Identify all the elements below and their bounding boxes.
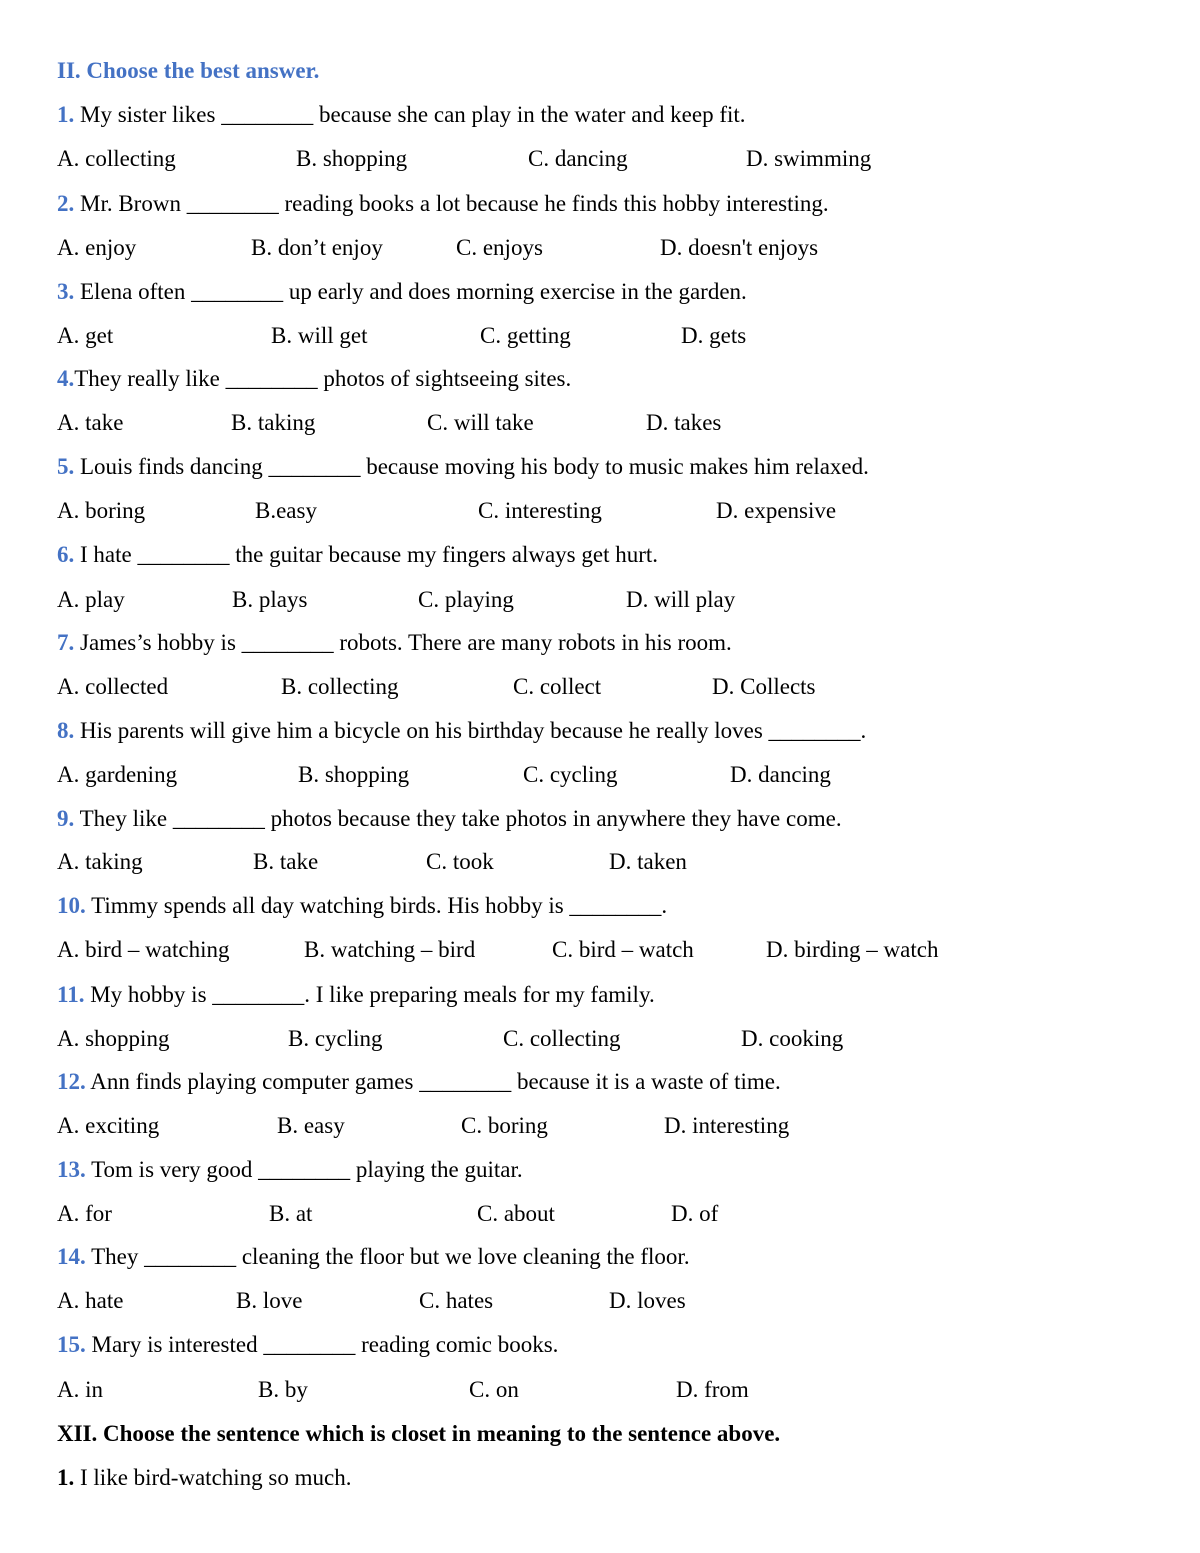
option-d[interactable]: D. takes: [646, 410, 722, 435]
option-c[interactable]: C. enjoys: [456, 235, 543, 260]
option-b[interactable]: B. by: [258, 1377, 308, 1402]
option-a[interactable]: A. for: [57, 1201, 112, 1226]
question-text: They like ________ photos because they take photos in anywhere they have come.: [79, 806, 842, 831]
option-b[interactable]: B. will get: [271, 323, 368, 348]
option-a[interactable]: A. collecting: [57, 146, 176, 171]
option-a[interactable]: A. exciting: [57, 1113, 160, 1138]
question-number: 4.: [57, 366, 75, 391]
option-d[interactable]: D. from: [676, 1377, 749, 1402]
option-b[interactable]: B. at: [269, 1201, 313, 1226]
option-c[interactable]: C. on: [469, 1377, 519, 1402]
option-c[interactable]: C. collecting: [503, 1026, 621, 1051]
question-number: 6.: [57, 542, 75, 567]
option-a[interactable]: A. take: [57, 410, 124, 435]
question-text: Ann finds playing computer games ________ because it is a waste of time.: [90, 1069, 781, 1094]
option-d[interactable]: D. doesn't enjoys: [660, 235, 819, 260]
question-text: They really like ________ photos of sightseeing sites.: [74, 366, 572, 391]
option-b[interactable]: B. plays: [232, 587, 308, 612]
option-b[interactable]: B. watching – bird: [304, 937, 476, 962]
option-c[interactable]: C. cycling: [523, 762, 618, 787]
option-c[interactable]: C. collect: [513, 674, 602, 699]
option-b[interactable]: B.easy: [255, 498, 317, 523]
question-number: 1.: [57, 102, 75, 127]
question-number: 8.: [57, 718, 75, 743]
option-d[interactable]: D. Collects: [712, 674, 816, 699]
question-number: 5.: [57, 454, 75, 479]
question-text: Timmy spends all day watching birds. His hobby is ________.: [91, 893, 668, 918]
option-d[interactable]: D. will play: [626, 587, 736, 612]
option-b[interactable]: B. shopping: [298, 762, 410, 787]
question-3: [57, 277, 747, 307]
section-title-choose-best-answer: II. Choose the best answer.: [57, 58, 320, 83]
option-d[interactable]: D. interesting: [664, 1113, 790, 1138]
question-11: [57, 980, 655, 1010]
option-c[interactable]: C. will take: [427, 410, 534, 435]
option-d[interactable]: D. gets: [681, 323, 747, 348]
question-number: 15.: [57, 1332, 86, 1357]
question-15: [57, 1330, 558, 1360]
option-c[interactable]: C. interesting: [478, 498, 602, 523]
option-d[interactable]: D. cooking: [741, 1026, 844, 1051]
option-b[interactable]: B. take: [253, 849, 319, 874]
option-c[interactable]: C. getting: [480, 323, 571, 348]
section-title-closest-meaning: XII. Choose the sentence which is closet in meaning to the sentence above.: [57, 1421, 781, 1446]
question-2: [57, 189, 829, 219]
question-text: My sister likes ________ because she can play in the water and keep fit.: [80, 102, 746, 127]
question-9: [57, 804, 842, 834]
question-number: 13.: [57, 1157, 86, 1182]
question-4: [57, 364, 571, 394]
question-number: 3.: [57, 279, 75, 304]
question-text: Mary is interested ________ reading comic books.: [91, 1332, 559, 1357]
option-d[interactable]: D. dancing: [730, 762, 831, 787]
option-c[interactable]: C. boring: [461, 1113, 548, 1138]
option-b[interactable]: B. don’t enjoy: [251, 235, 383, 260]
option-b[interactable]: B. collecting: [281, 674, 399, 699]
question-number: 12.: [57, 1069, 86, 1094]
question-number: 1.: [57, 1465, 75, 1490]
question-14: [57, 1242, 690, 1272]
option-a[interactable]: A. in: [57, 1377, 103, 1402]
question-12: [57, 1067, 781, 1097]
question-number: 11.: [57, 982, 85, 1007]
option-d[interactable]: D. of: [671, 1201, 719, 1226]
question-text: My hobby is ________. I like preparing meals for my family.: [90, 982, 655, 1007]
option-d[interactable]: D. taken: [609, 849, 687, 874]
option-c[interactable]: C. dancing: [528, 146, 628, 171]
question-text: They ________ cleaning the floor but we love cleaning the floor.: [91, 1244, 690, 1269]
question-6: [57, 540, 658, 570]
option-a[interactable]: A. gardening: [57, 762, 178, 787]
question-13: [57, 1155, 523, 1185]
question-text: Louis finds dancing ________ because moving his body to music makes him relaxed.: [80, 454, 869, 479]
question-10: [57, 891, 667, 921]
option-c[interactable]: C. took: [426, 849, 494, 874]
option-c[interactable]: C. bird – watch: [552, 937, 694, 962]
question-number: 14.: [57, 1244, 86, 1269]
question-text: James’s hobby is ________ robots. There are many robots in his room.: [80, 630, 732, 655]
option-d[interactable]: D. swimming: [746, 146, 872, 171]
question-number: 9.: [57, 806, 75, 831]
option-d[interactable]: D. loves: [609, 1288, 686, 1313]
question-8: [57, 716, 866, 746]
question-number: 7.: [57, 630, 75, 655]
option-a[interactable]: A. hate: [57, 1288, 124, 1313]
option-a[interactable]: A. taking: [57, 849, 143, 874]
question-text: Mr. Brown ________ reading books a lot because he finds this hobby interesting.: [80, 191, 829, 216]
option-a[interactable]: A. get: [57, 323, 114, 348]
option-c[interactable]: C. about: [477, 1201, 555, 1226]
question-7: [57, 628, 732, 658]
option-a[interactable]: A. collected: [57, 674, 169, 699]
option-a[interactable]: A. boring: [57, 498, 146, 523]
option-c[interactable]: C. hates: [419, 1288, 494, 1313]
option-d[interactable]: D. expensive: [716, 498, 837, 523]
question-text: Elena often ________ up early and does morning exercise in the garden.: [80, 279, 747, 304]
option-d[interactable]: D. birding – watch: [766, 937, 939, 962]
question-number: 10.: [57, 893, 86, 918]
option-b[interactable]: B. taking: [231, 410, 316, 435]
rewrite-question-1: [57, 1463, 351, 1493]
question-1: [57, 100, 746, 130]
option-a[interactable]: A. play: [57, 587, 125, 612]
question-text: I like bird-watching so much.: [80, 1465, 352, 1490]
option-a[interactable]: A. shopping: [57, 1026, 170, 1051]
option-b[interactable]: B. love: [236, 1288, 303, 1313]
question-text: His parents will give him a bicycle on his birthday because he really loves ________.: [80, 718, 867, 743]
question-5: [57, 452, 869, 482]
option-c[interactable]: C. playing: [418, 587, 514, 612]
option-a[interactable]: A. bird – watching: [57, 937, 230, 962]
option-a[interactable]: A. enjoy: [57, 235, 137, 260]
question-text: I hate ________ the guitar because my fingers always get hurt.: [80, 542, 659, 567]
option-b[interactable]: B. easy: [277, 1113, 345, 1138]
option-b[interactable]: B. shopping: [296, 146, 408, 171]
option-b[interactable]: B. cycling: [288, 1026, 383, 1051]
question-text: Tom is very good ________ playing the guitar.: [91, 1157, 523, 1182]
question-number: 2.: [57, 191, 75, 216]
